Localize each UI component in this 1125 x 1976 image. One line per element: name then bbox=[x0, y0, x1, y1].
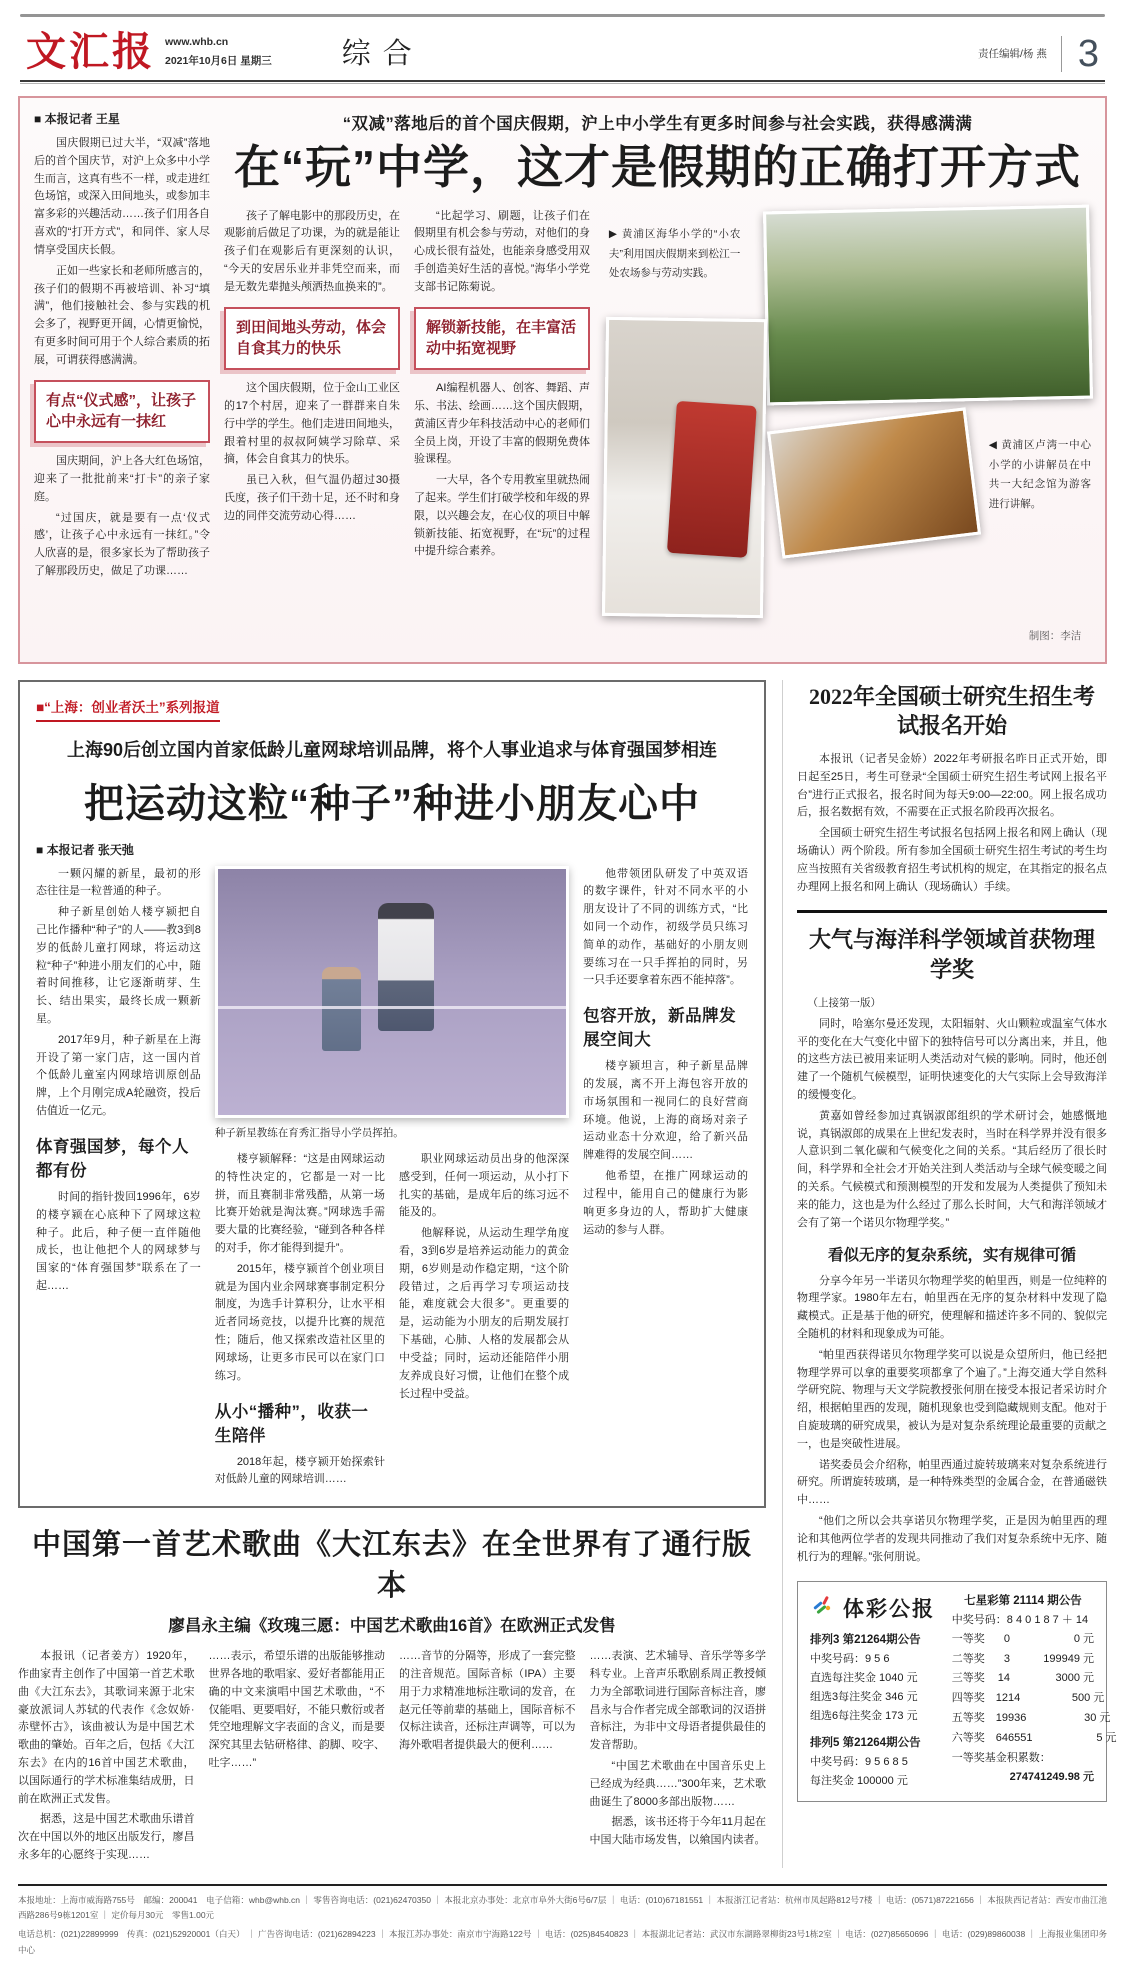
farm-photo-caption: ▶ 黄浦区海华小学的“小农夫”利用国庆假期来到松江一处农场参与劳动实践。 bbox=[608, 228, 741, 279]
photo-collage bbox=[604, 208, 1091, 648]
classroom-photo bbox=[767, 407, 981, 558]
paragraph: “过国庆，就是要有一点‘仪式感’，让孩子心中永远有一抹红。”令人欣喜的是，很多家长为了帮助孩子了解那段历史，做足了功课…… bbox=[34, 511, 210, 577]
bottom-article-column-4 bbox=[590, 1648, 767, 1868]
nobel-article bbox=[797, 925, 1107, 1566]
prize-row bbox=[952, 1630, 1094, 1650]
lottery-line: 每注奖金 100000 元 bbox=[810, 1774, 908, 1787]
page-footer bbox=[18, 1884, 1107, 1958]
prize-name: 六等奖 bbox=[951, 1731, 985, 1744]
paragraph: “比起学习、刷题，让孩子们在假期里有机会参与劳动，对他们的身心成长很有益处，也能亲身感受用双手创造美好生活的喜悦。”海华小学党支部书记陈菊说。 bbox=[414, 209, 590, 293]
seven-star-title: 七星彩第 21114 期公告 bbox=[964, 1594, 1082, 1607]
jackpot-label: 一等奖基金积累数： bbox=[951, 1751, 1051, 1764]
right-rail bbox=[782, 680, 1117, 1868]
masthead-rule bbox=[20, 80, 1105, 84]
museum-girl-photo bbox=[602, 316, 767, 617]
mid-article-column-3 bbox=[399, 1151, 569, 1492]
prize-row bbox=[952, 1650, 1094, 1670]
sports-lottery-bulletin bbox=[797, 1581, 1117, 1803]
mid-article-column-2 bbox=[215, 1151, 385, 1492]
coach-figure-shape bbox=[378, 903, 434, 1031]
prize-count: 3 bbox=[1003, 1652, 1010, 1665]
bottom-article-headline: 中国第一首艺术歌曲《大江东去》在全世界有了通行版本 bbox=[31, 1529, 752, 1603]
prize-name: 五等奖 bbox=[951, 1711, 985, 1724]
prize-amount: 30 元 bbox=[1084, 1711, 1111, 1724]
paragraph: 据悉，该书还将于今年11月起在中国大陆市场发售，以飨国内读者。 bbox=[589, 1816, 766, 1847]
top-article-subhead-1: 有点“仪式感”，让孩子心中永远有一抹红 bbox=[34, 380, 210, 444]
top-article-column-2 bbox=[224, 208, 400, 648]
mid-article-deck: 上海90后创立国内首家低龄儿童网球培训品牌，将个人事业追求与体育强国梦相连 bbox=[66, 739, 718, 760]
paragraph: 种子新星创始人楼亨颍把自己比作播种“种子”的人——教3到8岁的低龄儿童打网球，将运动这粒“种子”种进小朋友们的心中，随着时间推移，让它逐渐萌芽、生长、结出果实，最终长成一颗新星。 bbox=[36, 906, 201, 1026]
series-tag: ■“上海：创业者沃土”系列报道 bbox=[36, 696, 220, 722]
prize-name: 四等奖 bbox=[951, 1692, 985, 1705]
exam-article bbox=[797, 682, 1107, 897]
paragraph: 正如一些家长和老师所感言的，孩子们的假期不再被培训、补习“填满”，他们接触社会、参与实践的机会多了，视野更开阔，心情更愉悦，有更多时间可用于个人综合素质的拓展，可谓获得感满满。 bbox=[34, 264, 210, 366]
paragraph: 全国硕士研究生招生考试报名包括网上报名和网上确认（现场确认）两个阶段。所有参加全国硕士研究生招生考试的考生均应当按照有关省级教育招生考试机构的规定，在其指定的报名点办理网上报名和网上确认（现场确认）手续。 bbox=[797, 827, 1107, 893]
prize-count: 14 bbox=[997, 1672, 1010, 1685]
nobel-article-subhead: 看似无序的复杂系统，实有规律可循 bbox=[827, 1246, 1076, 1264]
lottery-title: 体彩公报 bbox=[843, 1597, 935, 1621]
paragraph: AI编程机器人、创客、舞蹈、声乐、书法、绘画……这个国庆假期，黄浦区青少年科技活动中心的老师们全员上岗，开设了丰富的假期免费体验课程。 bbox=[414, 382, 590, 466]
paragraph: 分享今年另一半诺贝尔物理学奖的帕里西，则是一位纯粹的物理学家。1980年左右，帕里西在无序的复杂材料中发现了隐藏模式。正是基于他的研究，使理解和描述许多不同的、貌似完全随机的材料和现象成为可能。 bbox=[797, 1274, 1107, 1340]
paragraph: 国庆期间，沪上各大红色场馆，迎来了一批批前来“打卡”的亲子家庭。 bbox=[34, 455, 210, 503]
exam-article-headline: 2022年全国硕士研究生招生考试报名开始 bbox=[808, 683, 1095, 739]
prize-name: 三等奖 bbox=[951, 1672, 985, 1685]
nobel-article-headline: 大气与海洋科学领域首获物理学奖 bbox=[808, 927, 1095, 983]
top-article-column-3 bbox=[414, 208, 590, 648]
paragraph: 他带领团队研发了中英双语的数字课件，针对不同水平的小朋友设计了不同的训练方式，“比如同一个动作，初级学员只练习简单的动作，基础好的小朋友则要练习在一只手挥拍的同时，另一只手还要拿着东西不能掉落”。 bbox=[583, 867, 748, 987]
mid-article-subhead-1: 体育强国梦，每个人都有份 bbox=[36, 1137, 189, 1180]
top-article-subhead-3: 解锁新技能，在丰富活动中拓宽视野 bbox=[414, 307, 590, 371]
lottery-line: 组选3每注奖金 346 元 bbox=[810, 1691, 918, 1704]
prize-row bbox=[951, 1729, 1117, 1749]
paragraph: 一大早，各个专用教室里就热闹了起来。学生们打破学校和年级的界限，以兴趣会友，在心仪的项目中解锁新技能、拓宽视野，在“玩”的过程中提升综合素养。 bbox=[414, 474, 590, 558]
tennis-photo-caption: 种子新星教练在育秀汇指导小学员挥拍。 bbox=[214, 1126, 404, 1139]
tennis-photo bbox=[215, 866, 569, 1118]
paragraph: 2018年起，楼亨颍开始探索针对低龄儿童的网球培训…… bbox=[214, 1455, 385, 1486]
mid-article-column-4 bbox=[583, 866, 748, 1493]
paragraph: ……音节的分隔等，形成了一套完整的注音规范。国际音标（IPA）主要用于力求精准地标注歌词的发音，在赵元任等前辈的基础上，国际音标不仅标注读音，还标注声调等，可以为海外歌唱者提供最大的便利…… bbox=[399, 1650, 576, 1752]
top-article-headline: 在“玩”中学，这才是假期的正确打开方式 bbox=[234, 141, 1081, 193]
prize-amount: 3000 元 bbox=[1055, 1672, 1094, 1685]
paragraph: 据悉，这是中国艺术歌曲乐谱首次在中国以外的地区出版发行，廖昌永多年的心愿终于实现…… bbox=[18, 1813, 195, 1862]
paragraph: “他们之所以会共享诺贝尔物理学奖，正是因为帕里西的理论和其他两位学者的发现共同推动了我们对复杂系统中无序、随机行为的理解。”张何朋说。 bbox=[797, 1515, 1107, 1563]
paragraph: “帕里西获得诺贝尔物理学奖可以说是众望所归，他已经把物理学界可以拿的重要奖项都拿了个遍了。”上海交通大学自然科学研究院、物理与天文学院教授张何朋在接受本报记者采访时介绍，根据帕里西的发现，随机现象也受到隐藏规则支配。他对于自旋玻璃的研究成果，被认为是对复杂系统理论最重要的贡献之一，也是突破性进展。 bbox=[797, 1348, 1107, 1450]
paragraph: 时间的指针拨回1996年，6岁的楼亨颍在心底种下了网球这粒种子。此后，种子便一直伴随他成长，也让他把个人的网球梦与国家的“体育强国梦”联系在了一起…… bbox=[36, 1190, 201, 1292]
top-article-subhead-2: 到田间地头劳动，体会自食其力的快乐 bbox=[224, 307, 400, 371]
footer-line-1: 本报地址：上海市威海路755号 邮编：200041 电子信箱：whb@whb.cn ｜ 零售咨询电话：(021)62470350 ｜ 本报北京办事处：北京市阜外大街6号6/7层 ｜ 电话：(010)67181551 ｜ 本报浙江记者站：杭州市凤起路812号7楼 ｜ 电话：(0571)87221656 ｜ 本报陕西记者站：西安市曲江池西路286号9栋1201室 ｜ 定价每月30元 零售1.00元 bbox=[18, 1894, 1107, 1921]
mid-article-headline: 把运动这粒“种子”种进小朋友心中 bbox=[84, 781, 700, 826]
lottery-line: 组选6每注奖金 173 元 bbox=[810, 1710, 918, 1723]
prize-name: 二等奖 bbox=[951, 1652, 985, 1665]
mid-article-subhead-3: 包容开放，新品牌发展空间大 bbox=[583, 1007, 737, 1050]
sports-lottery-logo-icon bbox=[810, 1592, 836, 1624]
paragraph: 虽已入秋，但气温仍超过30摄氏度，孩子们干劲十足，还不时和身边的同伴交流劳动心得…… bbox=[224, 474, 400, 522]
continued-from-note: （上接第一版） bbox=[807, 996, 881, 1009]
top-article-deck: “双减”落地后的首个国庆假期，沪上中小学生有更多时间参与社会实践，获得感满满 bbox=[342, 115, 973, 133]
pailie3-title: 排列3 第21264期公告 bbox=[810, 1633, 921, 1646]
prize-amount: 5 元 bbox=[1096, 1731, 1117, 1744]
top-article-byline: ■ 本报记者 王星 bbox=[34, 112, 120, 126]
child-figure-shape bbox=[322, 967, 360, 1051]
prize-count: 646551 bbox=[995, 1731, 1033, 1744]
section-divider bbox=[797, 910, 1107, 913]
paragraph: 他希望，在推广网球运动的过程中，能用自己的健康行为影响更多身边的人，帮助扩大健康运动的参与人群。 bbox=[583, 1170, 748, 1236]
top-article bbox=[18, 96, 1107, 664]
paragraph: 孩子了解电影中的那段历史，在观影前后做足了功课，为的就是能让孩子们在观影后有更深刻的认识，“今天的安居乐业并非凭空而来，而是无数先辈抛头颅洒热血换来的”。 bbox=[224, 209, 400, 293]
prize-name: 一等奖 bbox=[951, 1632, 985, 1645]
paragraph: 职业网球运动员出身的他深深感受到，任何一项运动，从小打下扎实的基础，是成年后的练习远不能及的。 bbox=[399, 1152, 570, 1219]
farm-photo bbox=[763, 204, 1093, 404]
masthead bbox=[18, 27, 1107, 80]
editor-credit: 责任编辑/杨 燕 bbox=[978, 48, 1047, 61]
prize-count: 0 bbox=[1003, 1632, 1010, 1645]
paragraph: 楼亨颍坦言，种子新星品牌的发展，离不开上海包容开放的市场氛围和一视同仁的良好营商环境。他说，上海的商场对亲子运动业态十分欢迎，给了新兴品牌难得的发展空间…… bbox=[583, 1060, 748, 1162]
bottom-article-column-1 bbox=[18, 1648, 195, 1868]
masthead-date: 2021年10月6日 星期三 bbox=[165, 54, 272, 67]
paragraph: 黄嘉如曾经参加过真锅淑郎组织的学术研讨会，她感慨地说，真锅淑郎的成果在上世纪发表时，当时在科学界并没有很多人意识到二氧化碳和气候变化之间的关系。“其后经历了很长时间，科学界和全社会才开始关注到人类活动与全球气候变暖之间的关系。气候模式和预测模型的开发和发展为人类提供了预知未来的能力，这也是为什么经过了那么长时间，大气和海洋领域才会有了第一个诺贝尔物理学奖。” bbox=[797, 1109, 1107, 1229]
bottom-article-column-2 bbox=[209, 1648, 386, 1868]
mid-article-column-1 bbox=[36, 866, 201, 1493]
bottom-article-column-3 bbox=[399, 1648, 576, 1868]
mid-article-center bbox=[215, 866, 569, 1493]
prize-row bbox=[951, 1689, 1105, 1709]
prize-count: 1214 bbox=[995, 1692, 1021, 1705]
paragraph: 2017年9月，种子新星在上海开设了第一家门店，这一国内首个低龄儿童室内网球培训原创品牌，上个月刚完成A轮融资，投后估值近一亿元。 bbox=[36, 1033, 201, 1118]
masthead-logo: 文汇报 bbox=[26, 28, 155, 74]
prize-count: 19936 bbox=[995, 1711, 1027, 1724]
paragraph: 2015年，楼亨颍首个创业项目就是为国内业余网球赛事制定积分制度，为选手计算积分，让水平相近者同场竞技，以提升比赛的规范性；随后，他又探索改造社区里的网球场，让更多市民可以在家门口练习。 bbox=[214, 1262, 385, 1382]
masthead-website: www.whb.cn bbox=[165, 35, 229, 48]
bottom-article bbox=[18, 1522, 766, 1868]
footer-line-2: 电话总机：(021)22899999 传真：(021)52920001（白天） ｜ 广告咨询电话：(021)62894223 ｜ 本报江苏办事处：南京市宁海路122号 ｜ 电话：(025)84540823 ｜ 本报湖北记者站：武汉市东湖路翠柳街23号1栋2室 ｜ 电话：(027)85650696 ｜ 电话：(029)89860038 ｜ 上海报业集团印务中心 bbox=[18, 1929, 1107, 1955]
paragraph: 本报讯（记者吴金娇）2022年考研报名昨日正式开始，即日起至25日，考生可登录“全国硕士研究生招生考试网上报名平台”进行正式报名，报名时间为每天9:00—22:00。网上报名成功后，报名数据有效，不需要在正式报名阶段再次报名。 bbox=[797, 752, 1107, 819]
mid-article-byline: ■ 本报记者 张天弛 bbox=[36, 842, 134, 857]
prize-amount: 0 元 bbox=[1073, 1632, 1094, 1645]
paragraph: ……表演、艺术辅导、音乐学等多学科专业。上音声乐歌剧系周正教授倾力为全部歌词进行国际音标注音，廖昌永与合作者完成全部歌词的汉语拼音标注，为非中文母语者提供最佳的发音帮助。 bbox=[589, 1650, 766, 1752]
paragraph: 这个国庆假期，位于金山工业区的17个村居，迎来了一群群来自朱行中学的学生。他们走进田间地头，跟着村里的叔叔阿姨学习除草、采摘，体会自食其力的快乐。 bbox=[224, 382, 400, 466]
paragraph: 一颗闪耀的新星，最初的形态往往是一粒普通的种子。 bbox=[36, 867, 201, 898]
seven-star-number: 中奖号码：8 4 0 1 8 7 ＋ 14 bbox=[951, 1613, 1089, 1626]
prize-amount: 500 元 bbox=[1071, 1692, 1105, 1705]
prize-row bbox=[952, 1669, 1094, 1689]
bottom-article-deck: 廖昌永主编《玫瑰三愿：中国艺术歌曲16首》在欧洲正式发售 bbox=[168, 1617, 616, 1636]
lottery-line: 中奖号码：9 5 6 8 5 bbox=[810, 1755, 908, 1768]
red-plaque-shape bbox=[667, 400, 757, 557]
mid-article-subhead-2: 从小“播种”，收获一生陪伴 bbox=[214, 1402, 369, 1445]
paragraph: “中国艺术歌曲在中国音乐史上已经成为经典……”300年来，艺术歌曲诞生了8000多部出版物…… bbox=[589, 1760, 766, 1808]
paragraph: 同时，哈塞尔曼还发现，太阳辐射、火山颗粒或温室气体水平的变化在大气变化中留下的独特信号可以分离出来，并且，他的这些方法已被用来证明人类活动对气候的影响。同时，他还创建了一个随机气候模型，证明快速变化的大气实际上会导致海洋的缓慢变化。 bbox=[797, 1017, 1107, 1102]
prize-amount: 199949 元 bbox=[1043, 1652, 1094, 1665]
paragraph: ……表示，希望乐谱的出版能够推动世界各地的歌唱家、爱好者都能用正确的中文来演唱中国艺术歌曲，“不仅能唱、更要唱好，不能只敷衍或者凭空地理解文字表面的含义，而是要深究其里去钻研格律、韵脚、咬字、吐字……” bbox=[208, 1650, 385, 1769]
section-name: 综合 bbox=[341, 38, 424, 70]
paragraph: 他解释说，从运动生理学角度看，3到6岁是培养运动能力的黄金期，6岁则是动作稳定期，“这个阶段错过，之后再学习专项运动技能，难度就会大很多”。更重要的是，运动能为小朋友的后期发展打下基础，心肺、人格的发展都会从中受益；同时，运动还能陪伴小朋友养成良好习惯，让他们在整个成长过程中受益。 bbox=[399, 1227, 570, 1400]
page-number: 3 bbox=[1061, 36, 1099, 72]
paragraph: 国庆假期已过大半，“双减”落地后的首个国庆节，对沪上众多中小学生而言，这真有些不一样，或走进红色场馆，或深入田间地头，或参加丰富多彩的兴趣活动……孩子们用各自喜欢的“打开方式”，和同伴、家人尽情享受国庆长假。 bbox=[34, 137, 210, 256]
prize-row bbox=[951, 1709, 1111, 1729]
paragraph: 本报讯（记者姜方）1920年，作曲家青主创作了中国第一首艺术歌曲《大江东去》，其歌词来源于北宋豪放派词人苏轼的代表作《念奴娇·赤壁怀古》，该曲被认为是中国艺术歌曲的肇始。百年之后，包括《大江东去》在内的16首中国艺术歌曲，以国际通行的学术标准集结成册，日前在欧洲正式发售。 bbox=[18, 1650, 195, 1805]
lottery-line: 中奖号码：9 5 6 bbox=[810, 1652, 890, 1665]
paragraph: 楼亨颍解释：“这是由网球运动的特性决定的，它都是一对一比拼，而且赛制非常残酷，从第一场比赛开始就是淘汰赛。”网球选手需要大量的比赛经验，“碰到各种各样的对手，你才能得到提升”。 bbox=[214, 1152, 385, 1254]
jackpot-value: 274741249.98 元 bbox=[1009, 1771, 1094, 1784]
lottery-line: 直选每注奖金 1040 元 bbox=[810, 1671, 918, 1684]
top-article-column-1 bbox=[34, 110, 210, 648]
graphics-credit: 制图：李洁 bbox=[1028, 630, 1082, 643]
museum-photo-caption: ◀ 黄浦区卢湾一中心小学的小讲解员在中共一大纪念馆为游客进行讲解。 bbox=[988, 439, 1091, 510]
mid-article bbox=[18, 680, 766, 1509]
page-edge-divider bbox=[20, 14, 1105, 17]
pailie5-title: 排列5 第21264期公告 bbox=[810, 1736, 921, 1749]
paragraph: 诺奖委员会介绍称，帕里西通过旋转玻璃来对复杂系统进行研究。所谓旋转玻璃，是一种特殊类型的金属合金，在普通磁铁中…… bbox=[797, 1458, 1107, 1507]
